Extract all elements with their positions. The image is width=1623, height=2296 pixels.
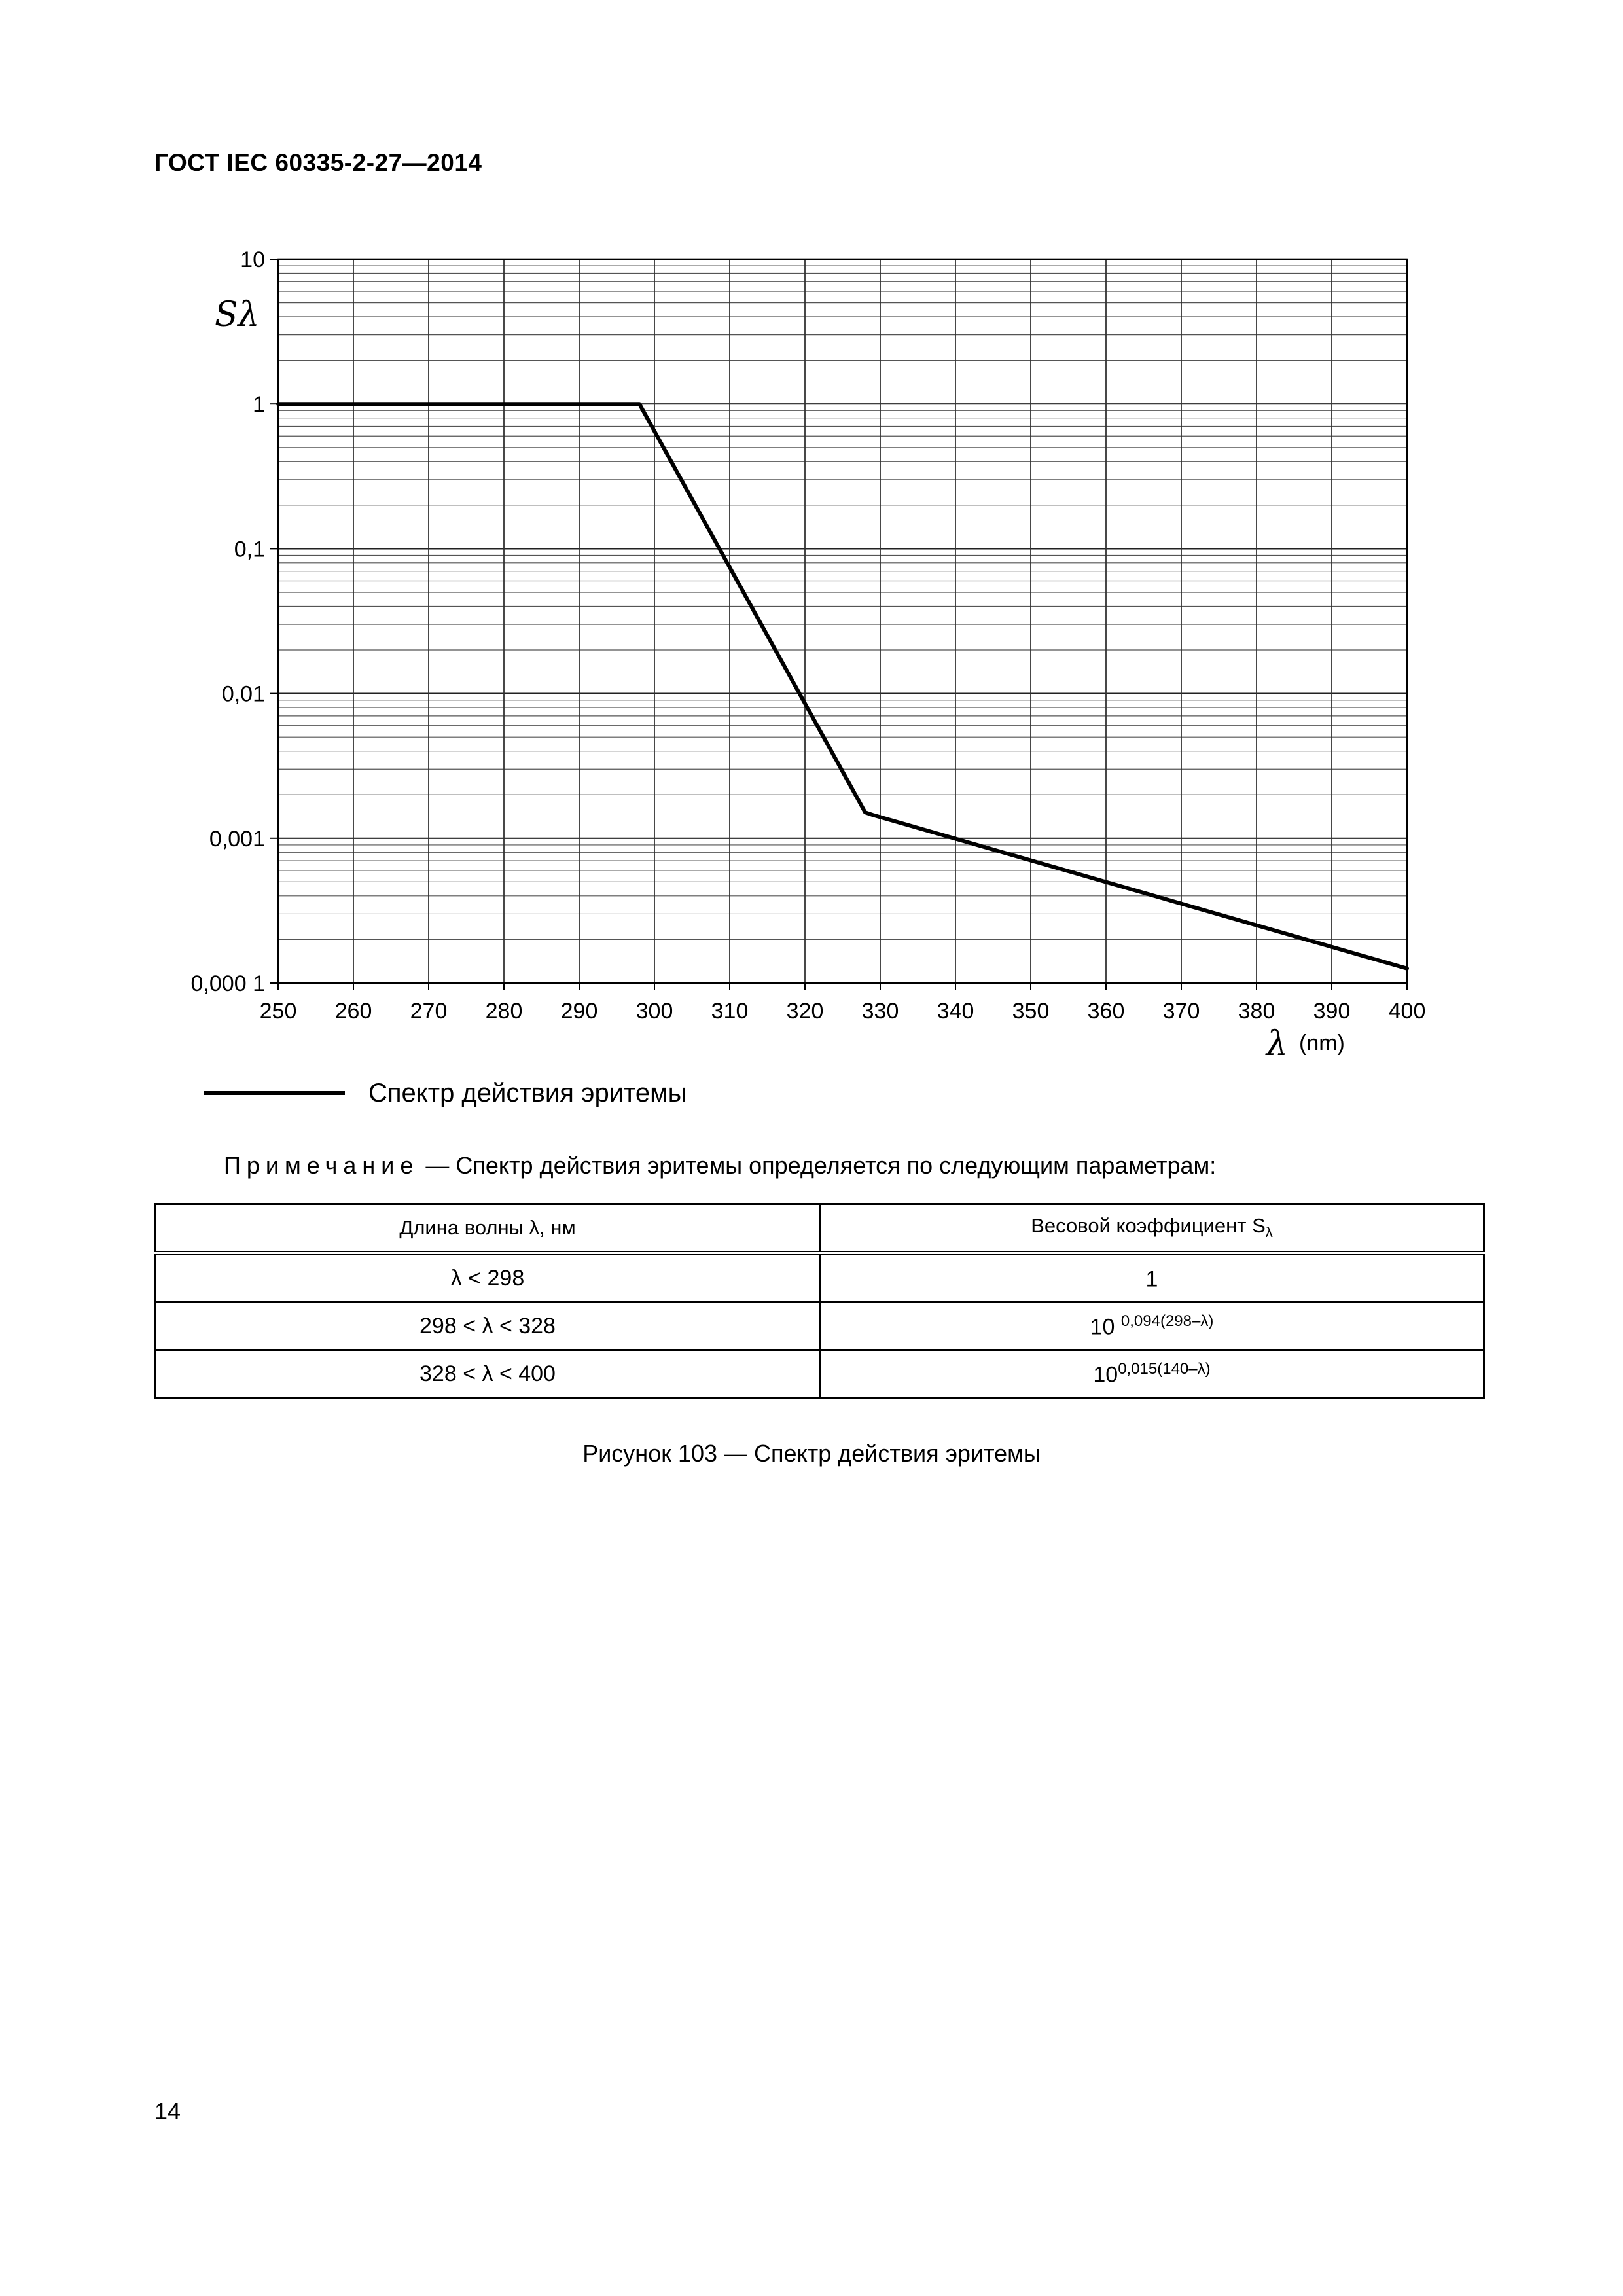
x-axis-unit: (nm) [1299,1031,1345,1056]
figure-caption: Рисунок 103 — Спектр действия эритемы [582,1440,1041,1467]
chart-grid [278,259,1407,983]
chart-labels [191,247,1426,1024]
chart-legend [204,1073,687,1113]
x-tick-label: 350 [1012,999,1050,1024]
y-axis-label: Sλ [215,295,260,334]
note-text: — Спектр действия эритемы определяется по следующим параметрам: [419,1152,1217,1179]
table-cell-weight: $10^{0,015(140-\lambda)}$ [820,1350,1484,1398]
x-tick-label: 290 [560,999,598,1024]
y-tick-label: 0,1 [234,537,265,562]
table-cell-weight: 10 $^{0,094(298-\lambda)}$ [820,1302,1484,1350]
x-tick-label: 320 [786,999,824,1024]
note-label: Примечание [224,1152,419,1179]
x-tick-label: 330 [861,999,899,1024]
parameters-table [154,1203,1485,1399]
y-tick-label: 0,000 1 [190,971,265,996]
table-row [156,1253,1484,1302]
table-header-row [156,1204,1484,1253]
x-tick-label: 360 [1087,999,1125,1024]
table-cell-range: λ < 298 [156,1253,820,1302]
y-tick-label: 1 [253,392,265,418]
series-line-erythema [278,404,1407,969]
x-tick-label: 400 [1388,999,1426,1024]
document-header: ГОСТ IEC 60335-2-27—2014 [154,149,482,176]
column-header-weight: Весовой коэффициент $S_\lambda$ [820,1204,1484,1253]
plot-frame [278,259,1407,983]
x-tick-label: 340 [936,999,974,1024]
column-header-wavelength: Длина волны λ, нм [156,1204,820,1253]
x-tick-label: 390 [1313,999,1351,1024]
y-tick-label: 10 [240,247,265,272]
page-number: 14 [154,2098,181,2125]
x-tick-label: 380 [1238,999,1275,1024]
x-tick-label: 280 [485,999,523,1024]
x-tick-label: 270 [410,999,448,1024]
erythema-spectrum-chart [0,0,1623,1113]
x-tick-label: 250 [259,999,297,1024]
x-tick-label: 300 [635,999,673,1024]
note [224,1152,1216,1179]
legend-label: Спектр действия эритемы [368,1078,687,1107]
table-row [156,1302,1484,1350]
legend-line-swatch [204,1091,345,1095]
x-tick-label: 310 [711,999,749,1024]
chart-series [278,404,1407,969]
table-cell-range: 298 < λ < 328 [156,1302,820,1350]
table-row [156,1350,1484,1398]
x-tick-label: 260 [334,999,372,1024]
y-tick-label: 0,01 [221,681,265,707]
table-cell-weight: 1 [820,1253,1484,1302]
table-cell-range: 328 < λ < 400 [156,1350,820,1398]
x-axis-label: λ [1266,1024,1288,1064]
x-tick-label: 370 [1162,999,1200,1024]
y-tick-label: 0,001 [209,826,265,852]
